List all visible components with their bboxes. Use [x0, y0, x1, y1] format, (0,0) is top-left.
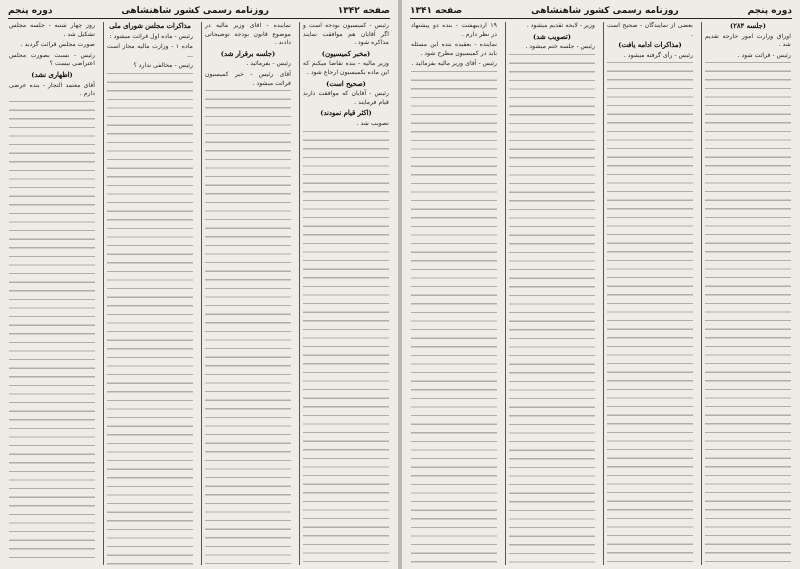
text-lines-filler	[107, 73, 193, 565]
paragraph: اوراق وزارت امور خارجه تقدیم شد .	[705, 32, 791, 49]
right-page-issue: دوره پنجم	[747, 6, 792, 16]
paragraph: روز چهار شنبه - جلسه مجلس تشکیل شد .	[9, 22, 95, 38]
right-column-1	[701, 22, 794, 565]
left-column-1	[299, 22, 392, 565]
left-page-number: صفحه ۱۳۴۲	[337, 6, 390, 16]
text-lines-filler	[705, 62, 791, 565]
paragraph: رئیس - قرائت شود .	[737, 51, 791, 59]
text-lines-filler	[9, 101, 95, 565]
right-column-3	[505, 22, 598, 565]
paragraph: رئیس - مخالفی ندارد ؟	[133, 62, 193, 70]
paragraph: (مذاکرات ادامه یافت)	[618, 41, 682, 50]
paragraph: آقای رئیس - خبر کمیسیون قرائت میشود .	[205, 70, 291, 87]
paragraph: وزیر مالیه - بنده تقاضا میکنم که این ماده بکمیسیون ارجاع شود .	[303, 60, 389, 76]
right-page	[402, 0, 800, 569]
paragraph: (اظهاری نشد)	[31, 70, 73, 79]
paragraph: رئیس - بفرمائید .	[246, 60, 291, 68]
paragraph: رئیس - نسبت بصورت مجلس اعتراضی نیست ؟	[9, 51, 95, 68]
paragraph: (مخبر کمیسیون)	[321, 49, 371, 58]
paragraph: رئیس - کمیسیون بودجه است و اگر آقایان هم موافقت نمایند مذاکره شود .	[303, 22, 389, 47]
paragraph: (تصویب شد)	[533, 32, 571, 41]
left-page-columns	[6, 22, 392, 565]
paragraph: بعضی از نمایندگان - صحیح است .	[607, 22, 693, 38]
paragraph: رئیس - ماده اول قرائت میشود :	[109, 32, 193, 40]
paragraph: ماده ۱ - وزارت مالیه مجاز است ...	[107, 43, 193, 59]
right-column-2	[603, 22, 696, 565]
paragraph: (جلسه ۲۸۴)	[730, 22, 766, 30]
paragraph: آقای معتمد التجار - بنده عرضی دارم .	[9, 81, 95, 98]
left-page-issue: دوره پنجم	[8, 6, 53, 16]
text-lines-filler	[303, 131, 389, 565]
left-column-4	[6, 22, 98, 565]
paragraph: رئیس - آقایان که موافقت دارند قیام فرمایند .	[303, 90, 389, 106]
right-page-header	[410, 4, 792, 19]
paragraph: ۱۹ اردیبهشت - بنده دو پیشنهاد در نظر دارم .	[411, 22, 497, 38]
left-column-2	[201, 22, 294, 565]
paragraph: مذاکرات مجلس شورای ملی	[109, 22, 191, 30]
text-lines-filler	[607, 62, 693, 565]
right-page-columns	[408, 22, 794, 565]
paragraph: رئیس - جلسه ختم میشود .	[525, 43, 595, 51]
text-lines-filler	[205, 90, 291, 565]
paragraph: (صحیح است)	[326, 79, 366, 88]
text-lines-filler	[509, 54, 595, 565]
paragraph: (جلسه برقرار شد)	[220, 49, 276, 58]
paragraph: تصویب شد .	[356, 119, 389, 127]
left-column-3	[103, 22, 196, 565]
paragraph: نماینده - آقای وزیر مالیه در موضوع قانون بودجه توضیحاتی دادند .	[205, 22, 291, 47]
paragraph: رئیس - رأی گرفته میشود .	[623, 51, 693, 59]
paragraph: وزیر - لایحه تقدیم میشود .	[526, 22, 595, 29]
paragraph: رئیس - آقای وزیر مالیه بفرمائید .	[411, 60, 497, 68]
left-page-header	[8, 4, 390, 19]
text-lines-filler	[411, 71, 497, 565]
right-page-number: صفحه ۱۳۴۱	[410, 6, 463, 16]
paragraph: صورت مجلس قرائت گردید .	[20, 41, 95, 49]
right-column-4	[408, 22, 500, 565]
right-page-title: روزنامه رسمی کشور شاهنشاهی	[531, 6, 679, 16]
left-page-title: روزنامه رسمی کشور شاهنشاهی	[121, 6, 269, 16]
left-page	[0, 0, 398, 569]
paragraph: نماینده - بعقیده بنده این مسئله باید در کمیسیون مطرح شود .	[411, 41, 497, 57]
paragraph: (اکثر قیام نمودند)	[320, 109, 372, 118]
